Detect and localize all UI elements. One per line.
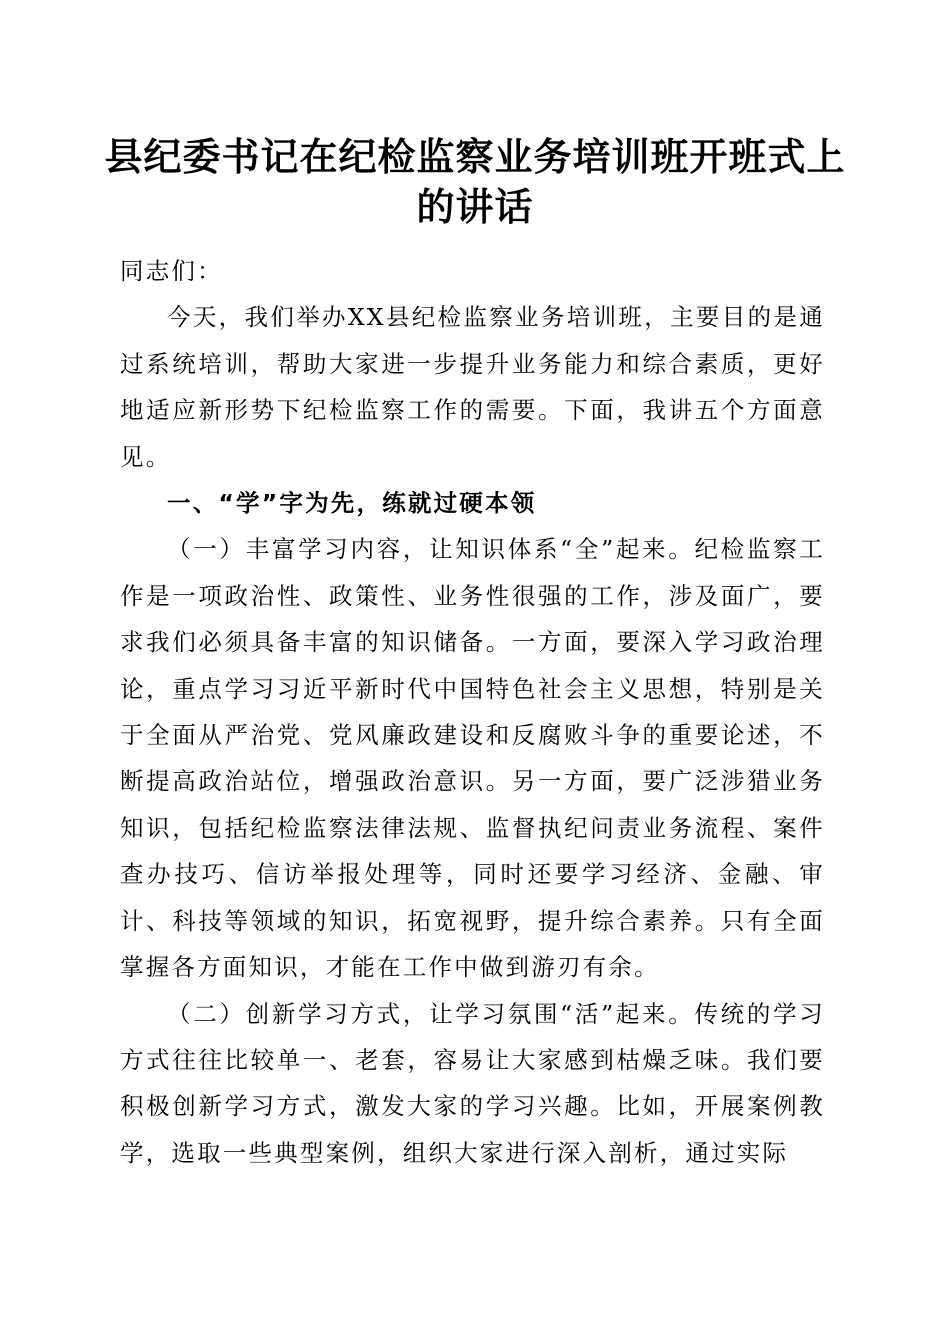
document-title: 县纪委书记在纪检监察业务培训班开班式上的讲话 xyxy=(104,134,846,229)
section1-paragraph-2 xyxy=(120,991,825,1177)
paragraph-1-text: 纪检监察工作是一项政治性、政策性、业务性很强的工作，涉及面广，要求我们必须具备丰富的知识储备。一方面，要深入学习政治理论，重点学习习近平新时代中国特色社会主义思想，特别是关于全面从严治党、党风廉政建设和反腐败斗争的重要论述，不断提高政治站位，增强政治意识。另一方面，要广泛涉猎业务知识，包括纪检监察法律法规、监督执纪问责业务流程、案件查办技巧、信访举报处理等，同时还要学习经济、金融、审计、科技等领域的知识，拓宽视野，提升综合素养。只有全面掌握各方面知识，才能在工作中做到游刃有余。 xyxy=(120,535,825,982)
document-body xyxy=(120,248,825,1176)
subheading-2: （二）创新学习方式，让学习氛围“活”起来。 xyxy=(167,999,695,1028)
section-heading-1: 一、“学”字为先，练就过硬本领 xyxy=(167,489,537,518)
salutation: 同志们： xyxy=(120,257,223,285)
intro-paragraph: 今天，我们举办XX县纪检监察业务培训班，主要目的是通过系统培训，帮助大家进一步提升业务能力和综合素质，更好地适应新形势下纪检监察工作的需要。下面，我讲五个方面意见。 xyxy=(120,303,825,471)
paragraph-2-text: 传统的学习方式往往比较单一、老套，容易让大家感到枯燥乏味。我们要积极创新学习方式，激发大家的学习兴趣。比如，开展案例教学，选取一些典型案例，组织大家进行深入剖析，通过实际 xyxy=(120,999,825,1167)
subheading-1: （一）丰富学习内容，让知识体系“全”起来。 xyxy=(167,535,695,564)
section1-paragraph-1 xyxy=(120,526,825,990)
